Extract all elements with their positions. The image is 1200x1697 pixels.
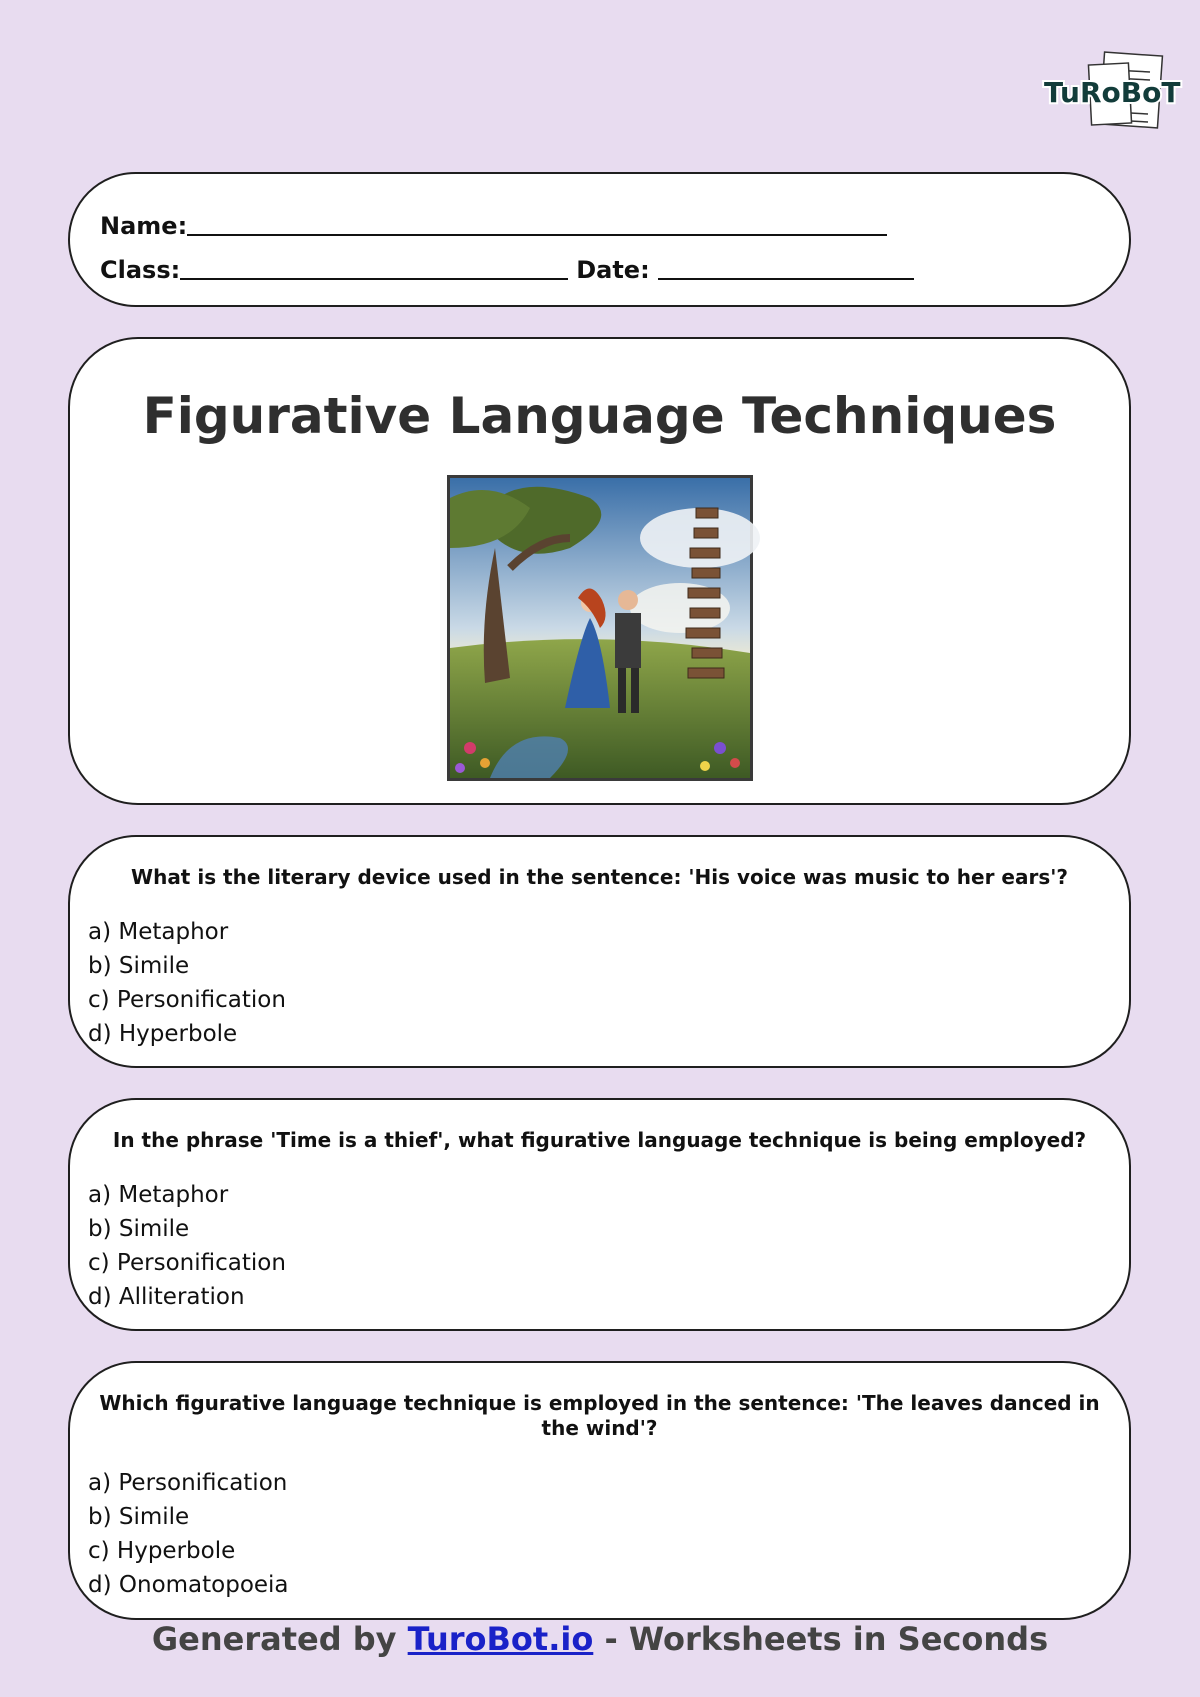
question-prompt: In the phrase 'Time is a thief', what figurative language technique is being employed?: [112, 1128, 1087, 1152]
option-a[interactable]: a) Metaphor: [88, 919, 229, 945]
option-a[interactable]: a) Personification: [88, 1470, 288, 1496]
illustration-image: [447, 475, 753, 781]
turobot-logo: [1040, 50, 1181, 138]
option-b[interactable]: b) Simile: [88, 1216, 190, 1242]
title-card: [68, 337, 1131, 805]
question-card-3: [68, 1361, 1131, 1620]
options-list: [88, 1466, 289, 1602]
option-d[interactable]: d) Onomatopoeia: [88, 1572, 289, 1598]
student-info-card: [68, 172, 1131, 307]
question-prompt: What is the literary device used in the sentence: 'His voice was music to her ears'?: [131, 865, 1068, 889]
name-row: [100, 210, 887, 240]
date-label: Date:: [576, 256, 650, 284]
worksheet-title: Figurative Language Techniques: [142, 387, 1057, 445]
option-a[interactable]: a) Metaphor: [88, 1182, 229, 1208]
option-d[interactable]: d) Alliteration: [88, 1284, 245, 1310]
footer-prefix: Generated by: [151, 1620, 397, 1658]
option-c[interactable]: c) Personification: [88, 987, 286, 1013]
turobot-link[interactable]: TuroBot.io: [407, 1620, 594, 1658]
class-field[interactable]: [180, 254, 568, 280]
question-prompt: Which figurative language technique is employed in the sentence: 'The leaves danced in the wind'?: [99, 1391, 1100, 1440]
options-list: [88, 915, 286, 1051]
option-b[interactable]: b) Simile: [88, 1504, 190, 1530]
footer: [0, 1620, 1200, 1658]
option-b[interactable]: b) Simile: [88, 953, 190, 979]
name-label: Name:: [100, 212, 188, 240]
option-d[interactable]: d) Hyperbole: [88, 1021, 238, 1047]
options-list: [88, 1178, 286, 1314]
date-field[interactable]: [658, 254, 914, 280]
footer-suffix: - Worksheets in Seconds: [604, 1620, 1049, 1658]
option-c[interactable]: c) Personification: [88, 1250, 286, 1276]
logo-text: TuRoBoT: [1044, 76, 1181, 109]
question-card-1: [68, 835, 1131, 1068]
name-field[interactable]: [187, 210, 887, 236]
question-card-2: [68, 1098, 1131, 1331]
class-label: Class:: [100, 256, 181, 284]
option-c[interactable]: c) Hyperbole: [88, 1538, 236, 1564]
class-date-row: [100, 254, 914, 284]
